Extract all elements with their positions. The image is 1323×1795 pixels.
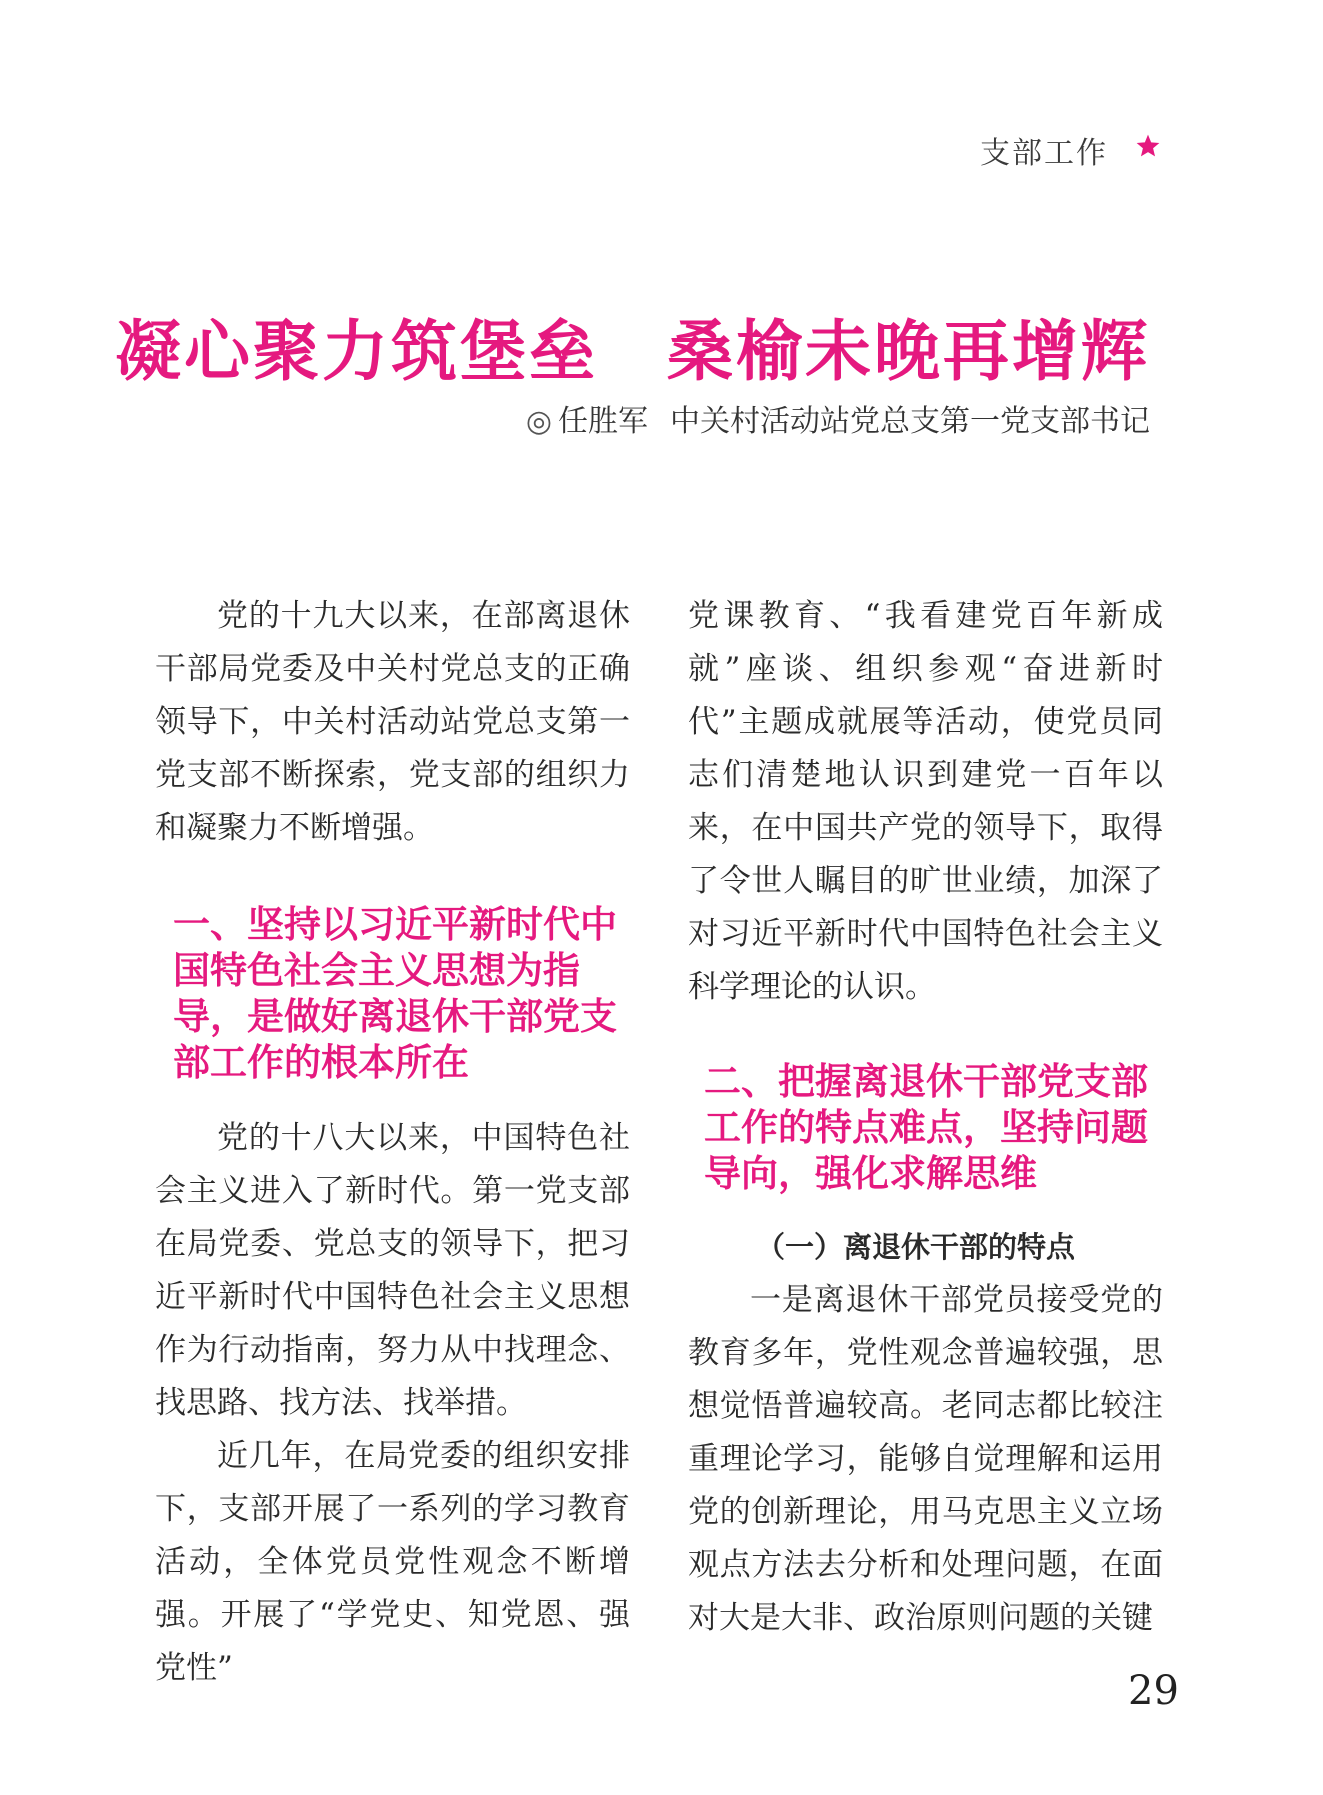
author-title: 中关村活动站党总支第一党支部书记 — [670, 404, 1150, 439]
continued-paragraph: 党课教育、“我看建党百年新成就”座谈、组织参观“奋进新时代”主题成就展等活动，使党员同志们清楚地认识到建党一百年以来，在中国共产党的领导下，取得了令世人瞩目的旷世业绩，加深了对习近平新时代中国特色社会主义科学理论的认识。 — [688, 598, 1163, 1005]
section-label: 支部工作 — [980, 136, 1108, 171]
section-1-paragraph-1: 党的十八大以来，中国特色社会主义进入了新时代。第一党支部在局党委、党总支的领导下，把习近平新时代中国特色社会主义思想作为行动指南，努力从中找理念、找思路、找方法、找举措。 — [155, 1120, 630, 1421]
section-2-heading: 二、把握离退休干部党支部工作的特点难点，坚持问题导向，强化求解思维 — [704, 1060, 1148, 1195]
left-column — [155, 590, 630, 1695]
right-column — [688, 590, 1163, 1645]
byline — [0, 396, 1150, 440]
subsection-heading: （一）离退休干部的特点 — [755, 1230, 1075, 1264]
page-number: 29 — [1128, 1668, 1179, 1714]
author-name: 任胜军 — [558, 404, 648, 439]
intro-paragraph: 党的十九大以来，在部离退休干部局党委及中关村党总支的正确领导下，中关村活动站党总支第一党支部不断探索，党支部的组织力和凝聚力不断增强。 — [155, 598, 630, 846]
byline-circle-icon: ◎ — [525, 404, 552, 439]
article-title: 凝心聚力筑堡垒 桑榆未晚再增辉 — [115, 312, 1150, 390]
section-1-paragraph-2: 近几年，在局党委的组织安排下，支部开展了一系列的学习教育活动，全体党员党性观念不断增强。开展了“学党史、知党恩、强党性” — [155, 1438, 630, 1686]
star-icon — [1135, 133, 1161, 159]
section-2-paragraph-1: 一是离退休干部党员接受党的教育多年，党性观念普遍较强，思想觉悟普遍较高。老同志都比较注重理论学习，能够自觉理解和运用党的创新理论，用马克思主义立场观点方法去分析和处理问题，在面对大是大非、政治原则问题的关键 — [688, 1282, 1163, 1636]
section-1-heading: 一、坚持以习近平新时代中国特色社会主义思想为指导，是做好离退休干部党支部工作的根本所在 — [173, 903, 617, 1084]
